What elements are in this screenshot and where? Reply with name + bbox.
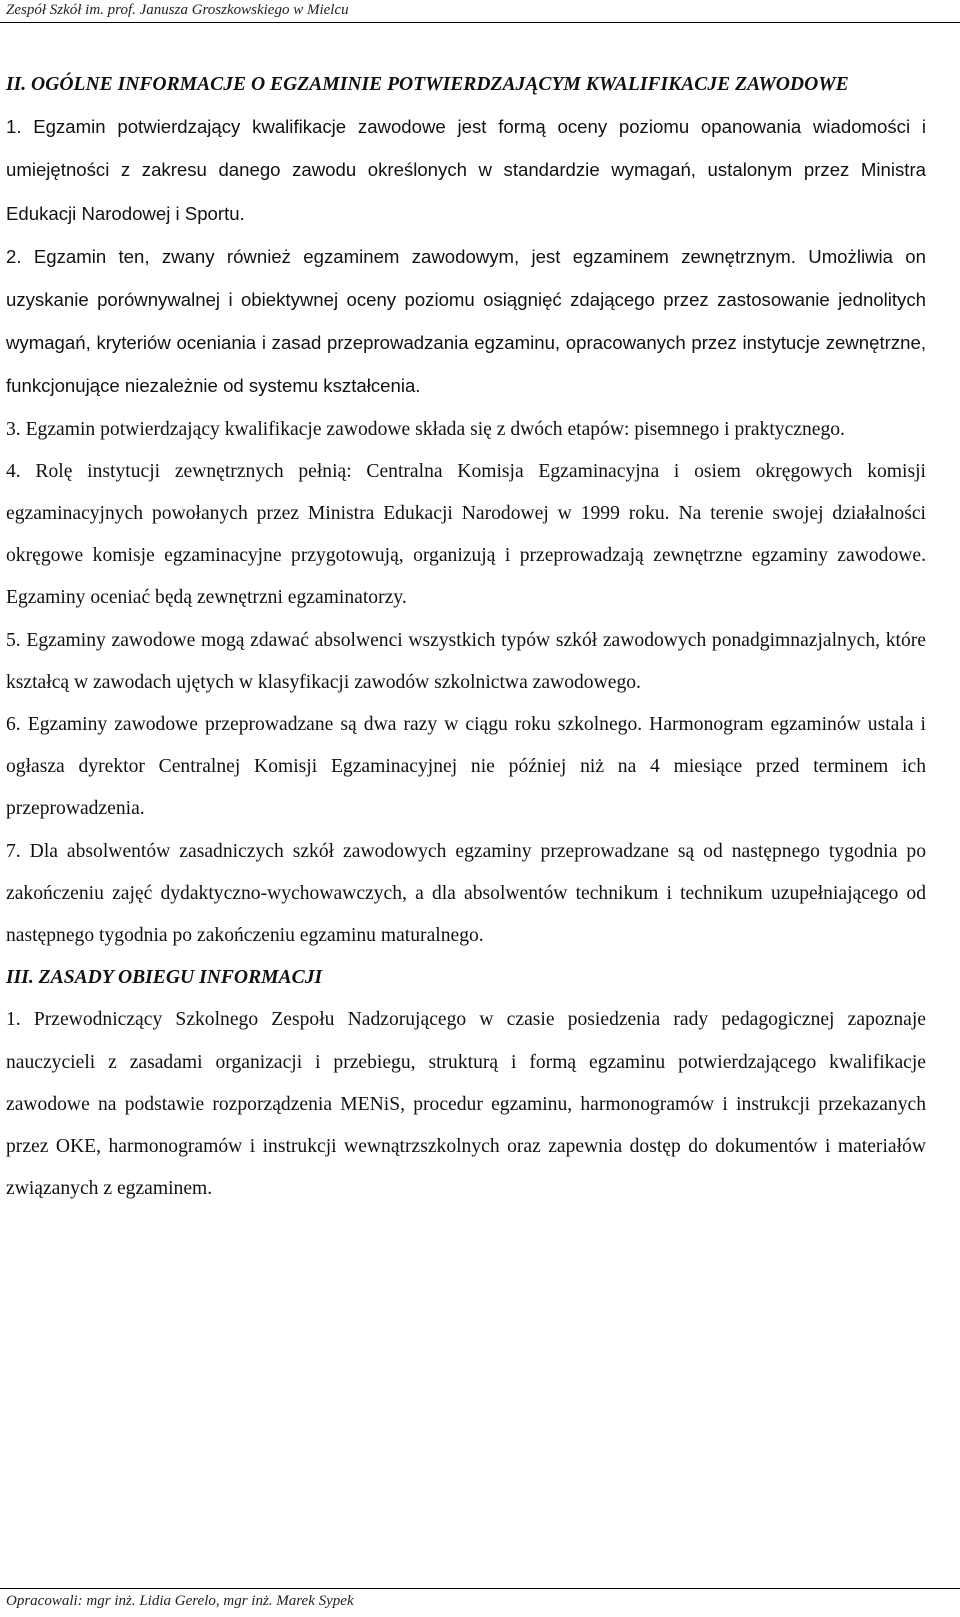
section-2-item-4-text: 4. Rolę instytucji zewnętrznych pełnią: Centralna Komisja Egzaminacyjna i osiem okręgowych komisji egzaminacyjnych powołanych przez Ministra Edukacji Narodowej w 1999 roku. Na terenie swojej działalności okręgowe komisje egzaminacyjne przygotowują, organizują i przeprowadzają zewnętrzne egzaminy zawodowe. Egzaminy oceniać będą zewnętrzni egzaminatorzy. <box>6 460 926 609</box>
section-2-item-6 <box>6 704 926 831</box>
section-2-item-7-text: 7. Dla absolwentów zasadniczych szkół zawodowych egzaminy przeprowadzane są od następnego tygodnia po zakończeniu zajęć dydaktyczno-wychowawczych, a dla absolwentów technikum i technikum uzupełniającego od następnego tygodnia po zakończeniu egzaminu maturalnego. <box>6 840 926 947</box>
section-2-item-7 <box>6 831 926 958</box>
header-divider <box>0 22 960 23</box>
section-2-heading: II. OGÓLNE INFORMACJE O EGZAMINIE POTWIERDZAJĄCYM KWALIFIKACJE ZAWODOWE <box>6 74 849 95</box>
section-2-item-6-text: 6. Egzaminy zawodowe przeprowadzane są dwa razy w ciągu roku szkolnego. Harmonogram egzaminów ustala i ogłasza dyrektor Centralnej Komisji Egzaminacyjnej nie później niż na 4 miesiące przed terminem ich przeprowadzenia. <box>6 714 926 820</box>
section-3-heading: III. ZASADY OBIEGU INFORMACJI <box>6 967 323 989</box>
page-footer-authors: Opracowali: mgr inż. Lidia Gerelo, mgr inż. Marek Sypek <box>6 1593 354 1609</box>
section-3-item-1 <box>6 999 926 1210</box>
footer-divider <box>0 1588 960 1589</box>
section-2-item-1-text: 1. Egzamin potwierdzający kwalifikacje zawodowe jest formą oceny poziomu opanowania wiadomości i umiejętności z zakresu danego zawodu określonych w standardzie wymagań, ustalonym przez Ministra Edukacji Narodowej i Sportu. <box>6 116 926 224</box>
section-2-item-2-text: 2. Egzamin ten, zwany również egzaminem zawodowym, jest egzaminem zewnętrznym. Umożliwia on uzyskanie porównywalnej i obiektywnej oceny poziomu osiągnięć zdającego przez zastosowanie jednolitych wymagań, kryteriów oceniania i zasad przeprowadzania egzaminu, opracowanych przez instytucje zewnętrzne, funkcjonujące niezależnie od systemu kształcenia. <box>6 245 926 397</box>
section-2-item-5-text: 5. Egzaminy zawodowe mogą zdawać absolwenci wszystkich typów szkół zawodowych ponadgimnazjalnych, które kształcą w zawodach ujętych w klasyfikacji zawodów szkolnictwa zawodowego. <box>6 629 926 693</box>
section-3-item-1-text: 1. Przewodniczący Szkolnego Zespołu Nadzorującego w czasie posiedzenia rady pedagogicznej zapoznaje nauczycieli z zasadami organizacji i przebiegu, strukturą i formą egzaminu potwierdzającego kwalifikacje zawodowe na podstawie rozporządzenia MENiS, procedur egzaminu, harmonogramów i instrukcji przekazanych przez OKE, harmonogramów i instrukcji wewnątrzszkolnych oraz zapewnia dostęp do dokumentów i materiałów związanych z egzaminem. <box>6 1009 926 1200</box>
section-2-item-4 <box>6 451 926 620</box>
section-2-item-5 <box>6 620 926 704</box>
document-body <box>6 64 926 1210</box>
page-header-school-name: Zespół Szkół im. prof. Janusza Groszkowskiego w Mielcu <box>6 2 349 18</box>
section-2-item-3 <box>6 409 926 451</box>
section-2-item-1 <box>6 106 926 236</box>
section-2-item-2 <box>6 236 926 409</box>
section-2-item-3-text: 3. Egzamin potwierdzający kwalifikacje zawodowe składa się z dwóch etapów: pisemnego i praktycznego. <box>6 418 845 440</box>
